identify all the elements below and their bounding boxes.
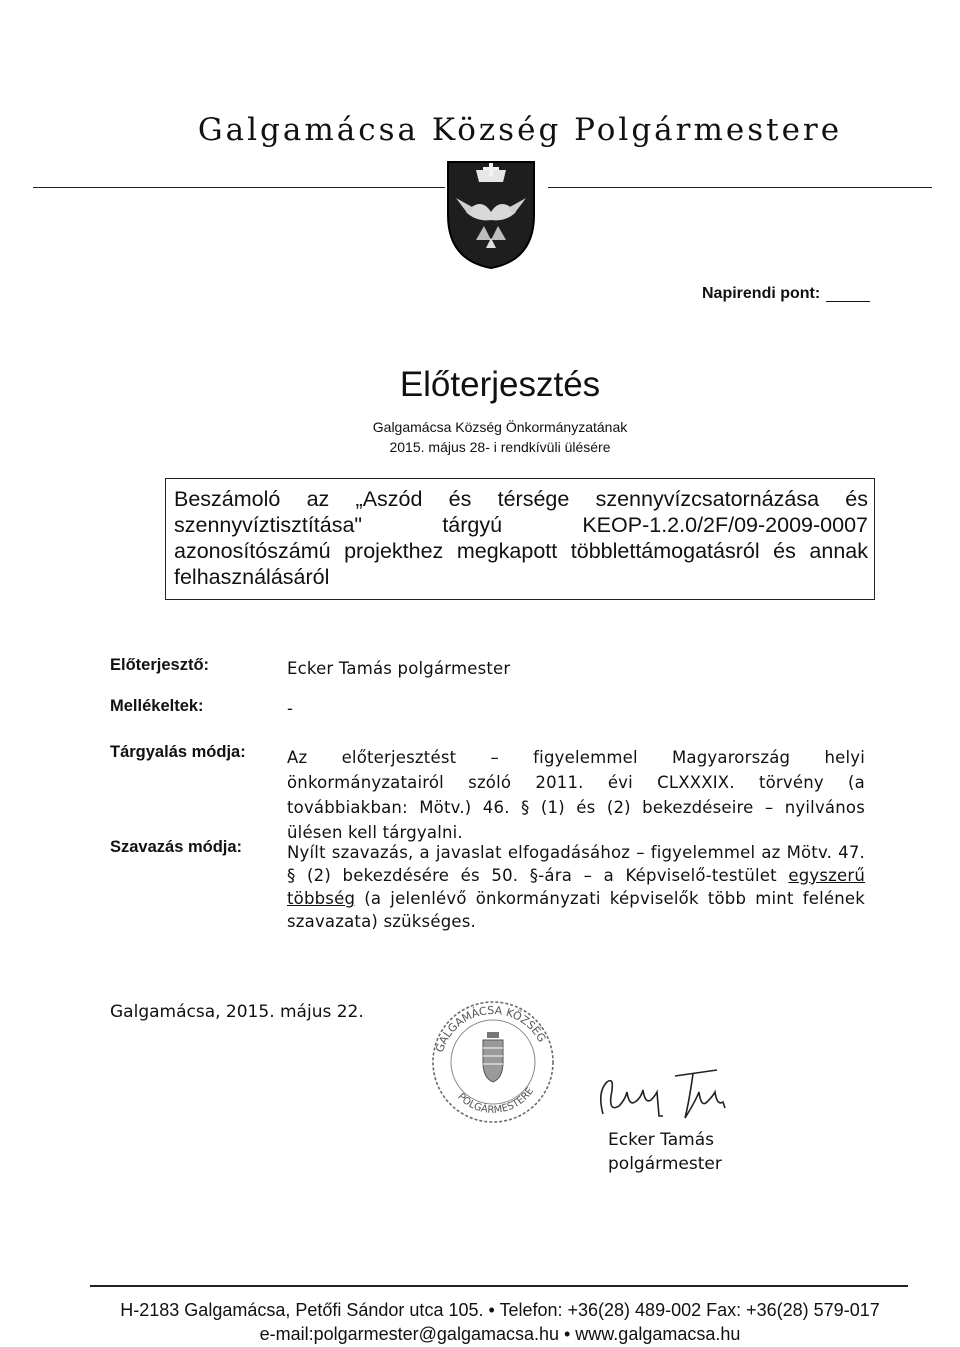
procedure-label: Tárgyalás módja: [110,743,246,761]
footer-rule [90,1285,908,1287]
document-subtitle-session: 2015. május 28- i rendkívüli ülésére [389,439,611,455]
svg-text:POLGÁRMESTERE: POLGÁRMESTERE [455,1085,537,1116]
agenda-point-blank [826,301,870,302]
official-stamp-icon [423,996,563,1126]
signer-name: Ecker Tamás [608,1130,715,1150]
voting-value-part1: Nyílt szavazás, a javaslat elfogadásához – figyelemmel az Mötv. 47. § (2) bekezdésére és 50. §-ára – a Képviselő-testület [287,843,865,885]
document-subtitle-council: Galgamácsa Község Önkormányzatának [372,419,628,435]
header-rule-right [548,187,932,188]
coat-of-arms-icon [446,160,536,270]
signature-icon [585,1062,735,1132]
attachments-value: - [287,699,294,718]
procedure-value: Az előterjesztést – figyelemmel Magyarország helyi önkormányzatairól szóló 2011. évi CLXXXIX. törvény (a továbbiakban: Mötv.) 46. § (1) és (2) bekezdéseire – nyilvános ülésen kell tárgyalni. [287,748,865,842]
subject-box [165,478,875,600]
voting-value-majority: egyszerű többség [287,866,865,908]
attachments-label: Mellékeltek: [110,697,204,715]
header-rule-left [33,187,445,188]
footer-address-line: H-2183 Galgamácsa, Petőfi Sándor utca 105. • Telefon: +36(28) 489-002 Fax: +36(28) 579-017 [120,1300,880,1320]
document-title: Előterjesztés [399,365,601,404]
subject-text: Beszámoló az „Aszód és térsége szennyvízcsatornázása és szennyvíztisztítása" tárgyú KEOP-1.2.0/2F/09-2009-0007 azonosítószámú projekthez megkapott többlettámogatásról és annak felhasználásáról [174,487,868,589]
agenda-point-label: Napirendi pont: [702,285,821,302]
svg-text:GALGAMÁCSA KÖZSÉG: GALGAMÁCSA KÖZSÉG [433,1003,549,1055]
voting-value [287,841,865,933]
signer-title: polgármester [608,1154,722,1174]
footer-contact-line: e-mail:polgarmester@galgamacsa.hu • www.galgamacsa.hu [259,1324,741,1344]
document-date: Galgamácsa, 2015. május 22. [110,1002,364,1022]
presenter-label: Előterjesztő: [110,656,210,674]
voting-value-part2: (a jelenlévő önkormányzati képviselők több mint felének szavazata) szükséges. [287,889,865,931]
voting-label: Szavazás módja: [110,838,243,856]
municipality-header-title: Galgamácsa Község Polgármestere [197,112,843,148]
presenter-value: Ecker Tamás polgármester [287,659,511,678]
